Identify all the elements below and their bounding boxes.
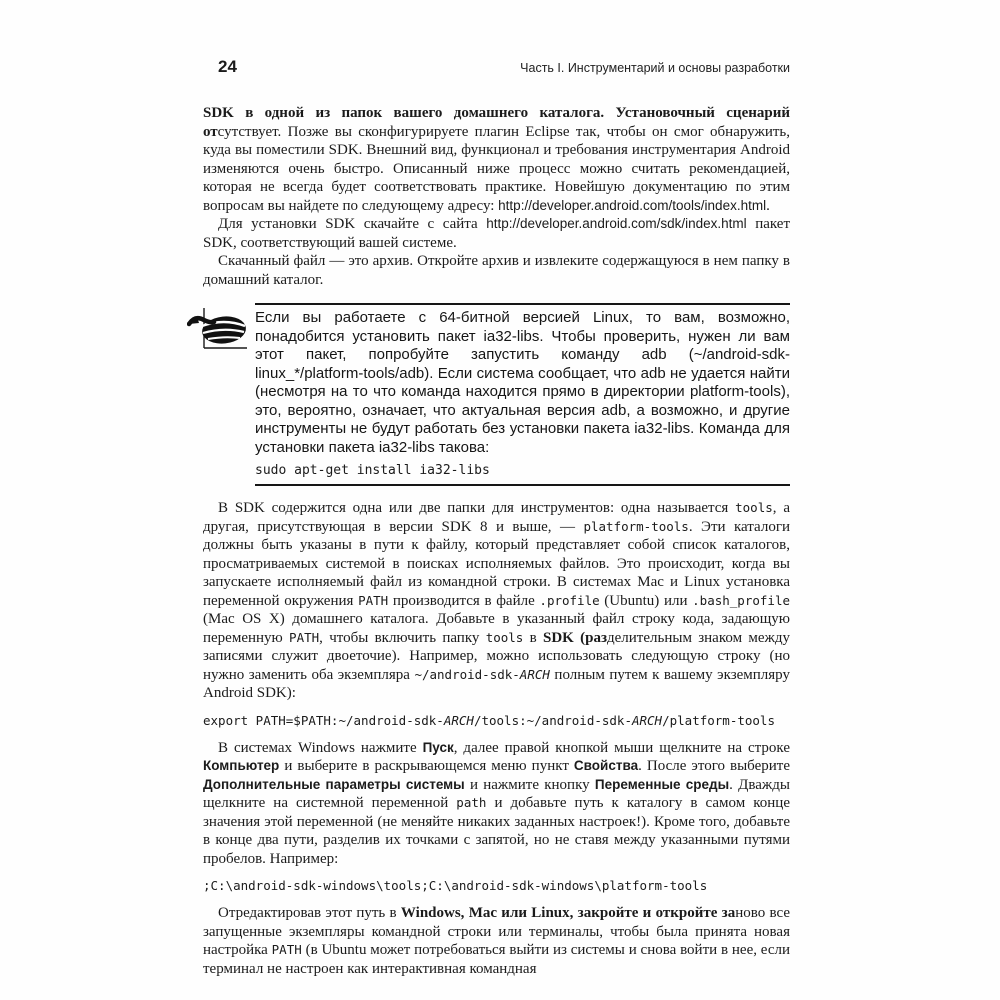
text-run: PATH xyxy=(358,592,389,608)
text-run: Переменные среды xyxy=(594,776,730,792)
text-run: ARCH xyxy=(631,712,663,728)
text-run: ;C:\android-sdk-windows\tools;C:\android-sdk-windows\platform-tools xyxy=(203,878,708,893)
text-run: . Эти каталоги должны быть указаны в пути к файлу, который представляет собой список каталогов, просматриваемых системой в поисках исполняемых файлов. Это происходит, когда вы запускаете исполняемый файл из командной строки. В системах Mac и Linux установка переменной окружения xyxy=(203,518,791,609)
text-run: . xyxy=(766,197,770,214)
text-run: . Дважды щелкните на системной переменной xyxy=(203,776,790,811)
text-run: В SDK содержится одна или две папки для инструментов: одна называется xyxy=(218,500,736,516)
text-run: SDK в одной из папок вашего домашнего каталога. Установочный сценарий от xyxy=(203,105,790,140)
text-run: path xyxy=(456,795,487,810)
text-run: производится в файле xyxy=(388,592,540,609)
text-run: и добавьте путь к каталогу в самом конце значения этой переменной (не меняйте никаких заданных настроек!). Кроме того, добавьте в конце два пути, разделив их точками с запятой, но не ставя между указанными путями пробелов. Например: xyxy=(203,795,790,867)
text-run: ново все запущенные экземпляры командной строки или терминалы, чтобы была принята новая настройка xyxy=(203,905,790,958)
running-head: Часть I. Инструментарий и основы разработки xyxy=(520,61,790,75)
text-run: полным путем к вашему экземпляру Android SDK): xyxy=(203,666,790,701)
note-code-line: sudo apt-get install ia32-libs xyxy=(255,463,490,478)
paragraph xyxy=(203,104,790,215)
paragraph xyxy=(203,499,790,703)
text-run: Для установки SDK скачайте с сайта xyxy=(218,216,487,232)
text-run: и нажмите кнопку xyxy=(464,776,595,793)
text-run: Пуск xyxy=(422,739,454,755)
text-run: Свойства xyxy=(573,758,639,773)
text-run: ARCH xyxy=(519,666,550,682)
text-run: Отредактировав этот путь в xyxy=(218,905,401,921)
text-run: ARCH xyxy=(443,712,474,728)
text-run: tools xyxy=(735,500,773,515)
code-line-export-path xyxy=(203,712,790,730)
text-run: PATH xyxy=(271,942,302,957)
paragraph xyxy=(203,252,790,289)
text-run: /tools:~/android-sdk- xyxy=(473,712,632,728)
text-run: .profile xyxy=(539,592,600,608)
body-text xyxy=(203,104,790,978)
text-run: .bash_profile xyxy=(692,592,790,608)
text-run: (Mac OS X) домашнего каталога. Добавьте в указанный файл строку кода, задающую переменную xyxy=(203,611,790,646)
text-run: и выберите в раскрывающемся меню пункт xyxy=(279,758,574,774)
text-run: http://developer.android.com/tools/index.html xyxy=(498,197,767,213)
text-run: , чтобы включить папку xyxy=(319,629,486,646)
note-text xyxy=(255,309,790,457)
text-run: , а другая, присутствующая в версии SDK 8 и выше, — xyxy=(203,500,790,535)
text-run: (в Ubuntu может потребоваться выйти из системы и снова войти в нее, если терминал не настроен как интерактивная командная xyxy=(203,942,790,977)
text-run: export PATH=$PATH:~/android-sdk- xyxy=(203,712,444,728)
text-run: в xyxy=(523,629,543,646)
page-header xyxy=(203,57,790,77)
text-run: tools xyxy=(485,629,524,645)
text-run: http://developer.android.com/sdk/index.html xyxy=(486,216,747,231)
text-run: PATH xyxy=(289,629,320,645)
text-run: ~/android-sdk- xyxy=(414,666,520,682)
text-run: (Ubuntu) или xyxy=(599,592,693,609)
text-run: Windows, Mac или Linux, закройте и откройте за xyxy=(400,905,736,921)
text-run: Дополнительные параметры системы xyxy=(203,776,465,792)
paragraph xyxy=(203,904,790,978)
note-box xyxy=(187,303,790,486)
text-run: SDK (раз xyxy=(543,629,607,646)
page-column xyxy=(203,57,790,978)
text-run: В системах Windows нажмите xyxy=(218,739,423,756)
text-run: делительным знаком между записями служит двоеточие). Например, можно использовать следующую строку (но нужно заменить оба экземпляра xyxy=(203,629,790,683)
text-run: сутствует. Позже вы сконфигурируете плагин Eclipse так, чтобы он смог обнаружить, куда вы поместили SDK. Внешний вид, функционал и требования инструментария Android изменяются очень быстро. Описанный ниже процесс можно считать рекомендацией, которая не всегда будет соответствовать практике. Новейшую документацию по этим вопросам вы найдете по следующему адресу: xyxy=(203,123,790,214)
text-run: Скачанный файл — это архив. Откройте архив и извлеките содержащуюся в нем папку в домашний каталог. xyxy=(203,253,790,288)
code-line-windows-path xyxy=(203,877,790,895)
text-run: /platform-tools xyxy=(662,712,775,728)
note-content xyxy=(255,303,790,486)
text-run: platform-tools xyxy=(583,518,689,534)
text-run: . После этого выберите xyxy=(638,758,790,774)
text-run: Компьютер xyxy=(203,758,280,773)
paragraph xyxy=(203,739,790,869)
text-run: , далее правой кнопкой мыши щелкните на строке xyxy=(453,739,790,756)
page-number: 24 xyxy=(218,57,237,76)
text-run: пакет SDK, соответствующий вашей системе. xyxy=(203,216,791,251)
paragraph xyxy=(203,215,790,252)
text-run: Если вы работаете с 64-битной версией Linux, то вам, возможно, понадобится установить пакет ia32-libs. Чтобы проверить, нужен ли вам этот пакет, попробуйте запустить команду adb (~/android-sdk-linux_*/platform-tools/adb). Если система сообщает, что adb не удается найти (несмотря на то что команда находится прямо в директории platform-tools), это, вероятно, означает, что актуальная версия adb, а возможно, и другие инструменты не будут работать без установки пакета ia32-libs. Команда для установки пакета ia32-libs такова: xyxy=(255,309,790,456)
pen-scribble-note-icon xyxy=(187,303,255,486)
